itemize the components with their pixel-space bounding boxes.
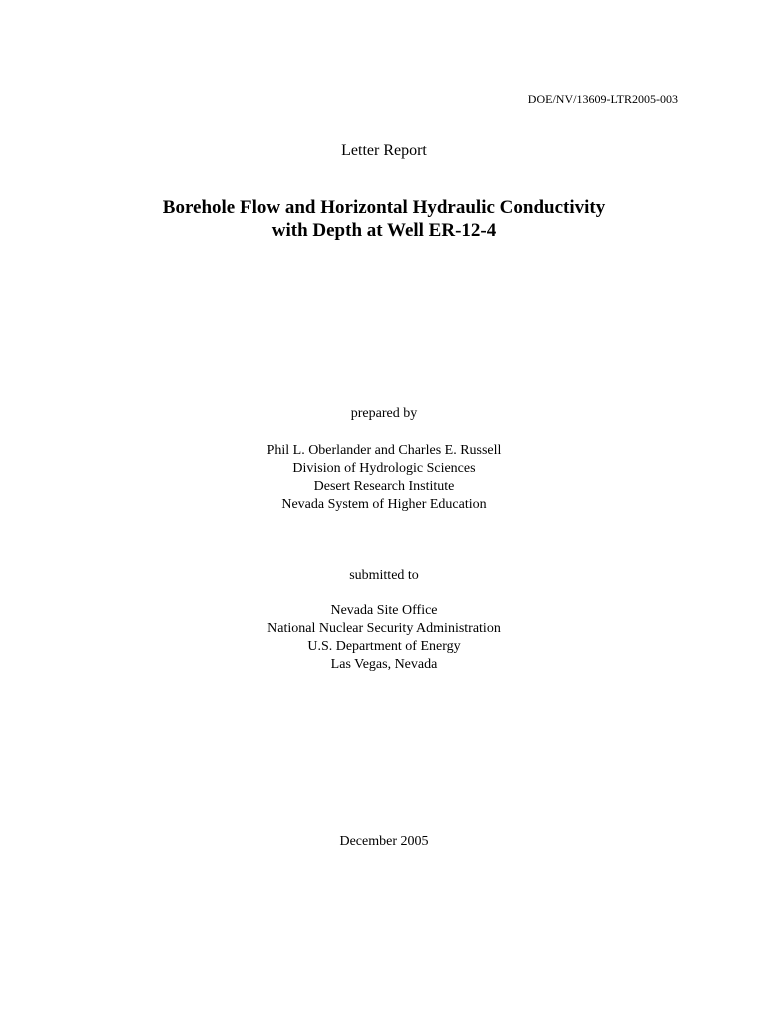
authors-institute: Desert Research Institute bbox=[313, 479, 455, 494]
prepared-by-label: prepared by bbox=[350, 406, 418, 421]
report-number: DOE/NV/13609-LTR2005-003 bbox=[527, 92, 678, 106]
document-title bbox=[0, 196, 768, 242]
recipient-department: U.S. Department of Energy bbox=[307, 639, 461, 654]
report-type: Letter Report bbox=[341, 142, 427, 159]
recipient-office: Nevada Site Office bbox=[330, 603, 438, 618]
recipient-administration: National Nuclear Security Administration bbox=[267, 621, 501, 636]
recipient-location: Las Vegas, Nevada bbox=[330, 657, 438, 672]
title-line-2: with Depth at Well ER-12-4 bbox=[271, 220, 497, 241]
authors-block bbox=[0, 442, 768, 514]
authors-names: Phil L. Oberlander and Charles E. Russell bbox=[266, 443, 502, 458]
recipients-block bbox=[0, 602, 768, 674]
document-date: December 2005 bbox=[339, 834, 429, 849]
authors-division: Division of Hydrologic Sciences bbox=[292, 461, 476, 476]
title-line-1: Borehole Flow and Horizontal Hydraulic Conductivity bbox=[162, 197, 606, 218]
submitted-to-label: submitted to bbox=[349, 568, 419, 583]
authors-system: Nevada System of Higher Education bbox=[281, 497, 487, 512]
